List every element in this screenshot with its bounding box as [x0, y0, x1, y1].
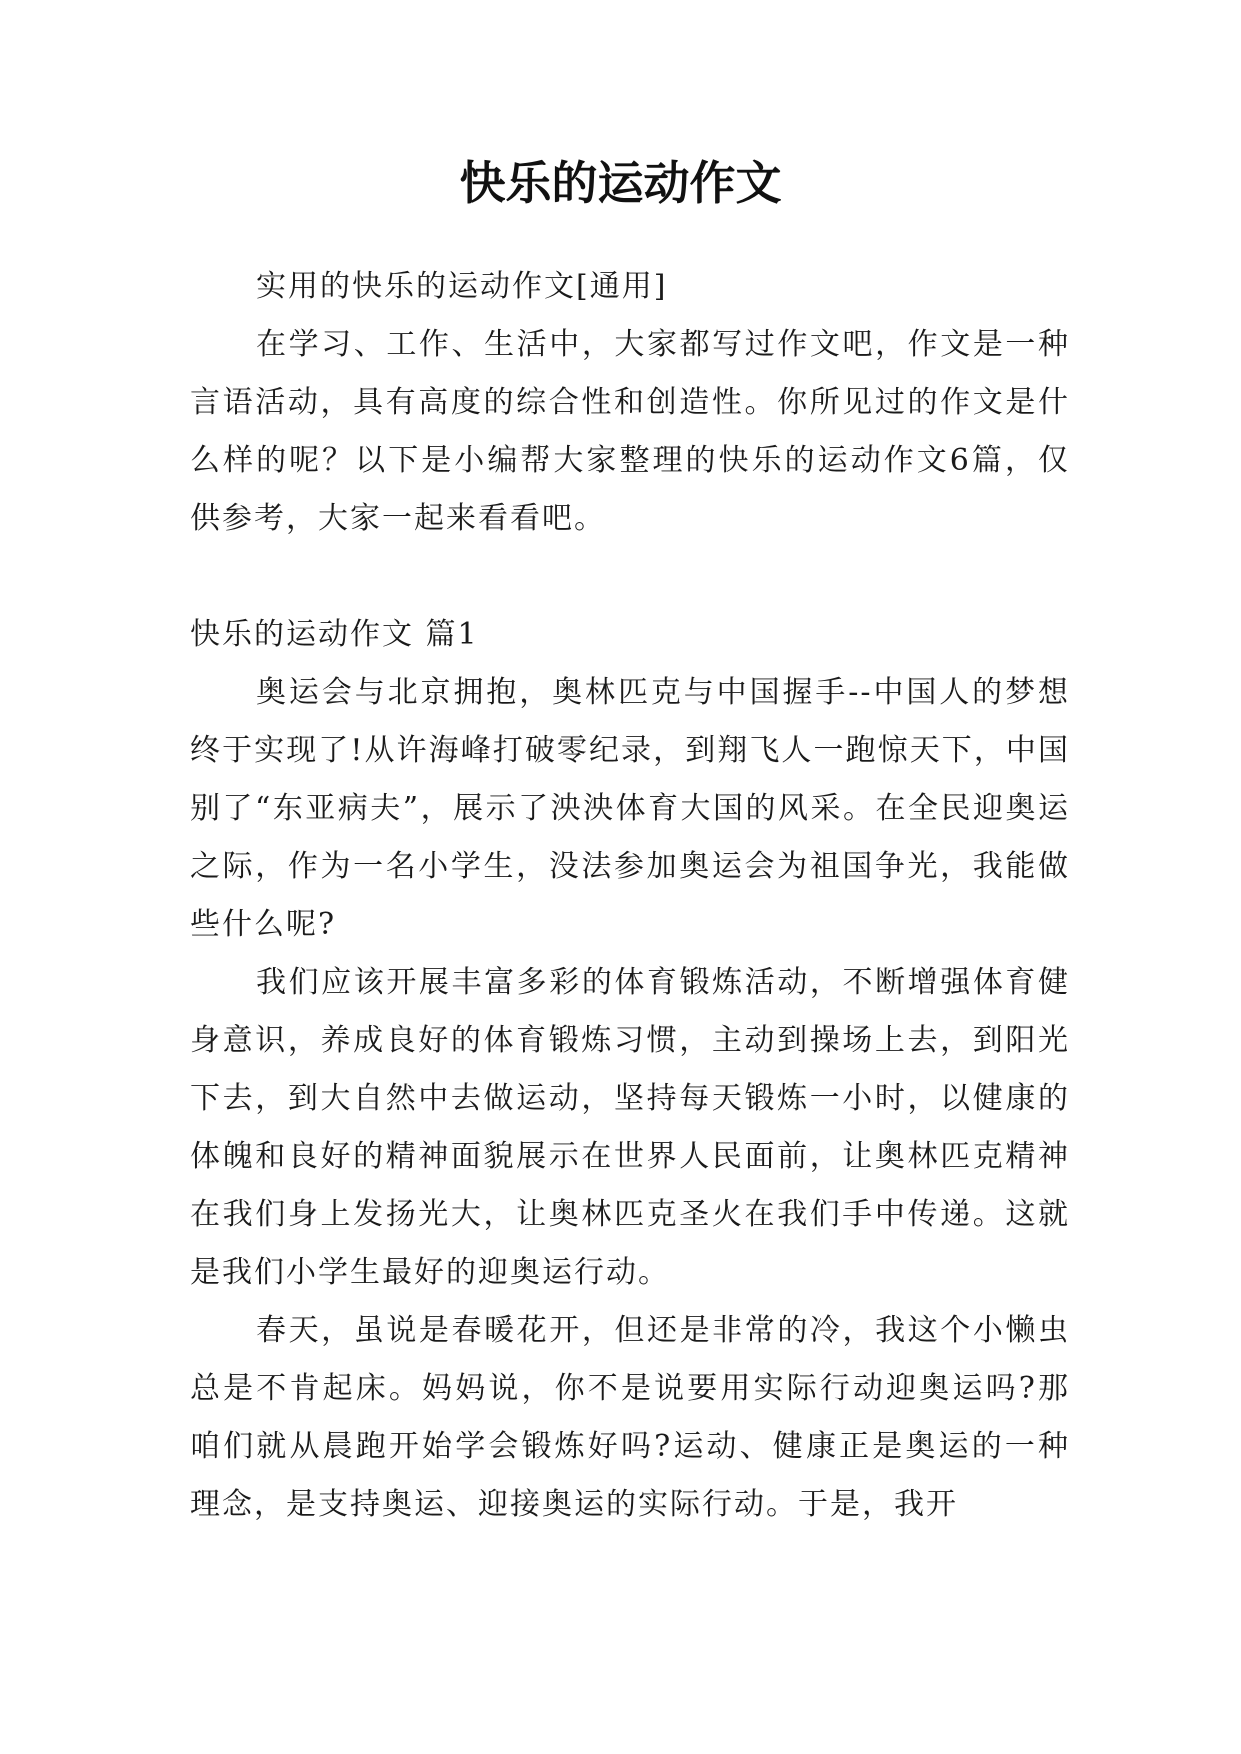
document-body — [190, 258, 1070, 1534]
document-title: 快乐的运动作文 — [459, 156, 782, 210]
document-subtitle: 实用的快乐的运动作文[通用] — [256, 269, 668, 304]
body-paragraph: 奥运会与北京拥抱，奥林匹克与中国握手--中国人的梦想终于实现了!从许海峰打破零纪录，到翔飞人一跑惊天下，中国别了“东亚病夫”，展示了泱泱体育大国的风采。在全民迎奥运之际，作为一名小学生，没法参加奥运会为祖国争光，我能做些什么呢? — [190, 675, 1070, 942]
body-paragraph: 我们应该开展丰富多彩的体育锻炼活动，不断增强体育健身意识，养成良好的体育锻炼习惯，主动到操场上去，到阳光下去，到大自然中去做运动，坚持每天锻炼一小时，以健康的体魄和良好的精神面貌展示在世界人民面前，让奥林匹克精神在我们身上发扬光大，让奥林匹克圣火在我们手中传递。这就是我们小学生最好的迎奥运行动。 — [190, 965, 1070, 1290]
section-heading: 快乐的运动作文 篇1 — [190, 617, 479, 652]
body-paragraph: 春天，虽说是春暖花开，但还是非常的冷，我这个小懒虫总是不肯起床。妈妈说，你不是说要用实际行动迎奥运吗?那咱们就从晨跑开始学会锻炼好吗?运动、健康正是奥运的一种理念，是支持奥运、迎接奥运的实际行动。于是，我开 — [190, 1313, 1070, 1522]
intro-paragraph: 在学习、工作、生活中，大家都写过作文吧，作文是一种言语活动，具有高度的综合性和创造性。你所见过的作文是什么样的呢？以下是小编帮大家整理的快乐的运动作文6篇，仅供参考，大家一起来看看吧。 — [190, 327, 1070, 536]
